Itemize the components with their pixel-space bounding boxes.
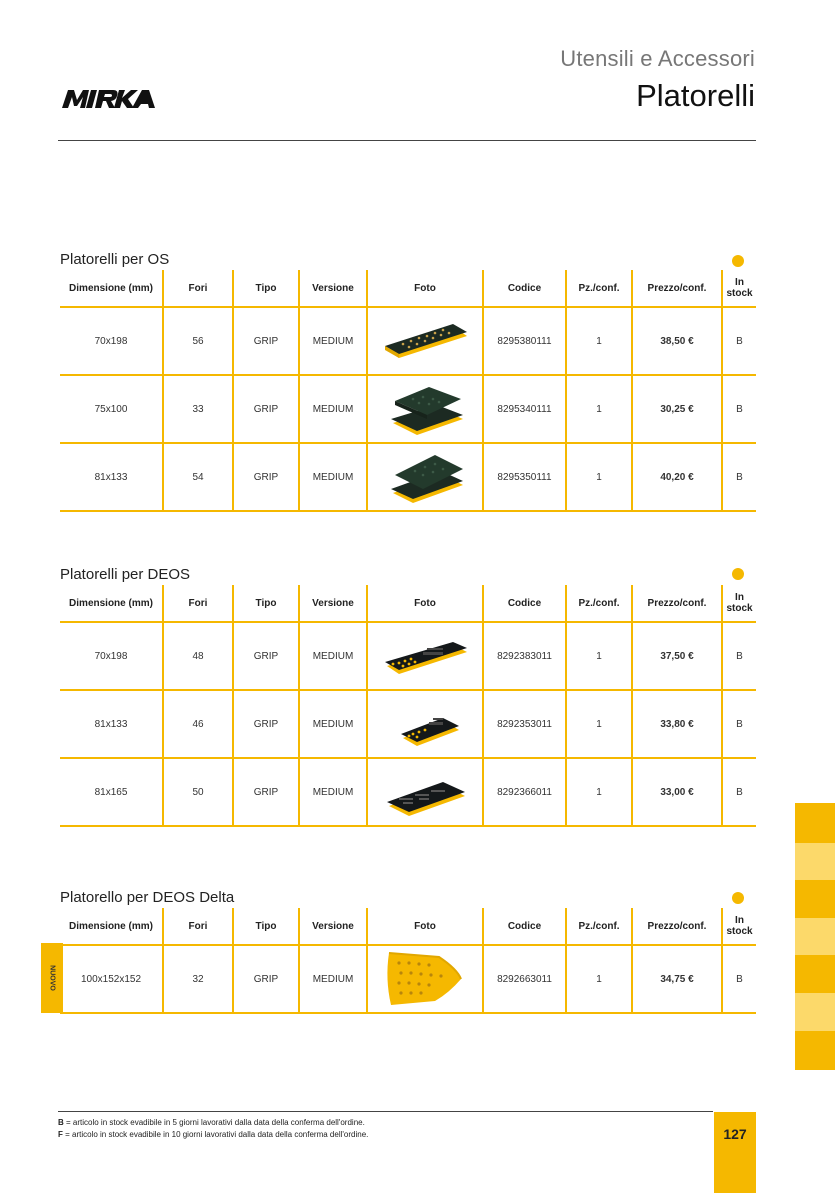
pad-rect-long-icon xyxy=(379,316,471,366)
col-codice: Codice xyxy=(483,908,566,945)
col-prezzo: Prezzo/conf. xyxy=(632,270,722,307)
side-tab xyxy=(795,918,835,955)
col-foto: Foto xyxy=(367,585,483,622)
page-title: Platorelli xyxy=(636,78,755,113)
cell-tipo: GRIP xyxy=(233,758,299,826)
cell-stock: B xyxy=(722,945,756,1013)
cell-foto xyxy=(367,690,483,758)
cell-fori: 33 xyxy=(163,375,233,443)
table-row xyxy=(60,307,756,375)
footer-note-f xyxy=(58,1130,368,1139)
table-header xyxy=(60,908,756,945)
col-dimension: Dimensione (mm) xyxy=(60,585,163,622)
note-key-b: B xyxy=(58,1118,64,1127)
cell-pz: 1 xyxy=(566,758,632,826)
cell-prezzo: 37,50 € xyxy=(632,622,722,690)
cell-versione: MEDIUM xyxy=(299,307,367,375)
col-tipo: Tipo xyxy=(233,585,299,622)
cell-versione: MEDIUM xyxy=(299,443,367,511)
page-number-box xyxy=(714,1112,756,1193)
cell-pz: 1 xyxy=(566,690,632,758)
cell-dimension: 70x198 xyxy=(60,622,163,690)
col-prezzo: Prezzo/conf. xyxy=(632,908,722,945)
cell-tipo: GRIP xyxy=(233,307,299,375)
side-tab xyxy=(795,955,835,993)
cell-codice: 8295350111 xyxy=(483,443,566,511)
cell-tipo: GRIP xyxy=(233,375,299,443)
table-row xyxy=(60,375,756,443)
col-foto: Foto xyxy=(367,270,483,307)
cell-fori: 54 xyxy=(163,443,233,511)
pad-rect-small-icon xyxy=(379,379,471,439)
header-divider xyxy=(58,140,756,141)
cell-codice: 8292383011 xyxy=(483,622,566,690)
table-os xyxy=(60,270,756,512)
cell-foto xyxy=(367,307,483,375)
side-tab xyxy=(795,1031,835,1070)
cell-stock: B xyxy=(722,443,756,511)
col-dimension: Dimensione (mm) xyxy=(60,908,163,945)
cell-fori: 48 xyxy=(163,622,233,690)
col-fori: Fori xyxy=(163,585,233,622)
cell-stock: B xyxy=(722,307,756,375)
col-prezzo: Prezzo/conf. xyxy=(632,585,722,622)
col-codice: Codice xyxy=(483,270,566,307)
cell-stock: B xyxy=(722,690,756,758)
cell-tipo: GRIP xyxy=(233,443,299,511)
cell-pz: 1 xyxy=(566,443,632,511)
deos-pad-medium-icon xyxy=(379,696,471,752)
side-tab xyxy=(795,993,835,1031)
stock-dot-icon xyxy=(732,568,744,580)
cell-stock: B xyxy=(722,375,756,443)
footer-note-b xyxy=(58,1118,365,1127)
deos-pad-wide-icon xyxy=(379,764,471,820)
cell-versione: MEDIUM xyxy=(299,622,367,690)
cell-foto xyxy=(367,622,483,690)
note-text-b: = articolo in stock evadibile in 5 giorni lavorativi dalla data della conferma dell'ordine. xyxy=(63,1118,365,1127)
cell-codice: 8292663011 xyxy=(483,945,566,1013)
cell-fori: 56 xyxy=(163,307,233,375)
col-fori: Fori xyxy=(163,908,233,945)
cell-dimension: 100x152x152 xyxy=(60,945,163,1013)
stock-dot-icon xyxy=(732,255,744,267)
col-pz: Pz./conf. xyxy=(566,908,632,945)
table-row xyxy=(60,945,756,1013)
table-row xyxy=(60,622,756,690)
col-tipo: Tipo xyxy=(233,908,299,945)
table-deos-delta xyxy=(60,908,756,1014)
col-foto: Foto xyxy=(367,908,483,945)
section-title-os: Platorelli per OS xyxy=(60,251,170,268)
note-key-f: F xyxy=(58,1130,63,1139)
stock-dot-icon xyxy=(732,892,744,904)
note-text-f: = articolo in stock evadibile in 10 giorni lavorativi dalla data della conferma dell'ordine. xyxy=(62,1130,369,1139)
table-row xyxy=(60,758,756,826)
cell-codice: 8295380111 xyxy=(483,307,566,375)
cell-prezzo: 38,50 € xyxy=(632,307,722,375)
section-title-deos: Platorelli per DEOS xyxy=(60,566,191,583)
cell-fori: 32 xyxy=(163,945,233,1013)
cell-foto xyxy=(367,443,483,511)
mirka-logo xyxy=(58,88,162,110)
cell-prezzo: 30,25 € xyxy=(632,375,722,443)
cell-tipo: GRIP xyxy=(233,945,299,1013)
col-pz: Pz./conf. xyxy=(566,585,632,622)
table-header xyxy=(60,585,756,622)
cell-fori: 46 xyxy=(163,690,233,758)
cell-codice: 8292353011 xyxy=(483,690,566,758)
col-codice: Codice xyxy=(483,585,566,622)
col-versione: Versione xyxy=(299,270,367,307)
col-tipo: Tipo xyxy=(233,270,299,307)
cell-foto xyxy=(367,758,483,826)
cell-pz: 1 xyxy=(566,622,632,690)
cell-versione: MEDIUM xyxy=(299,945,367,1013)
section-title-deos-delta: Platorello per DEOS Delta xyxy=(60,889,235,906)
cell-dimension: 81x133 xyxy=(60,443,163,511)
cell-versione: MEDIUM xyxy=(299,375,367,443)
cell-foto xyxy=(367,945,483,1013)
col-stock: In stock xyxy=(722,908,756,945)
side-tab xyxy=(795,843,835,880)
page-number: 127 xyxy=(723,1126,747,1142)
cell-codice: 8292366011 xyxy=(483,758,566,826)
col-stock: In stock xyxy=(722,585,756,622)
cell-stock: B xyxy=(722,622,756,690)
cell-dimension: 75x100 xyxy=(60,375,163,443)
cell-pz: 1 xyxy=(566,307,632,375)
new-badge xyxy=(41,943,63,1013)
pad-rect-medium-icon xyxy=(379,447,471,507)
cell-pz: 1 xyxy=(566,375,632,443)
delta-pad-icon xyxy=(379,949,471,1009)
col-versione: Versione xyxy=(299,585,367,622)
cell-dimension: 81x165 xyxy=(60,758,163,826)
side-tab xyxy=(795,803,835,843)
cell-prezzo: 34,75 € xyxy=(632,945,722,1013)
table-deos xyxy=(60,585,756,827)
col-dimension: Dimensione (mm) xyxy=(60,270,163,307)
cell-tipo: GRIP xyxy=(233,622,299,690)
cell-prezzo: 33,00 € xyxy=(632,758,722,826)
col-fori: Fori xyxy=(163,270,233,307)
cell-codice: 8295340111 xyxy=(483,375,566,443)
header-category: Utensili e Accessori xyxy=(560,46,755,71)
cell-prezzo: 40,20 € xyxy=(632,443,722,511)
cell-foto xyxy=(367,375,483,443)
table-row xyxy=(60,690,756,758)
cell-prezzo: 33,80 € xyxy=(632,690,722,758)
cell-fori: 50 xyxy=(163,758,233,826)
cell-stock: B xyxy=(722,758,756,826)
table-row xyxy=(60,443,756,511)
cell-tipo: GRIP xyxy=(233,690,299,758)
footer-divider xyxy=(58,1111,713,1112)
cell-pz: 1 xyxy=(566,945,632,1013)
cell-versione: MEDIUM xyxy=(299,758,367,826)
table-header xyxy=(60,270,756,307)
col-pz: Pz./conf. xyxy=(566,270,632,307)
cell-dimension: 81x133 xyxy=(60,690,163,758)
new-badge-label: NUOVO xyxy=(48,965,56,991)
deos-pad-long-icon xyxy=(379,630,471,682)
cell-dimension: 70x198 xyxy=(60,307,163,375)
side-tab xyxy=(795,880,835,918)
col-stock: In stock xyxy=(722,270,756,307)
cell-versione: MEDIUM xyxy=(299,690,367,758)
col-versione: Versione xyxy=(299,908,367,945)
